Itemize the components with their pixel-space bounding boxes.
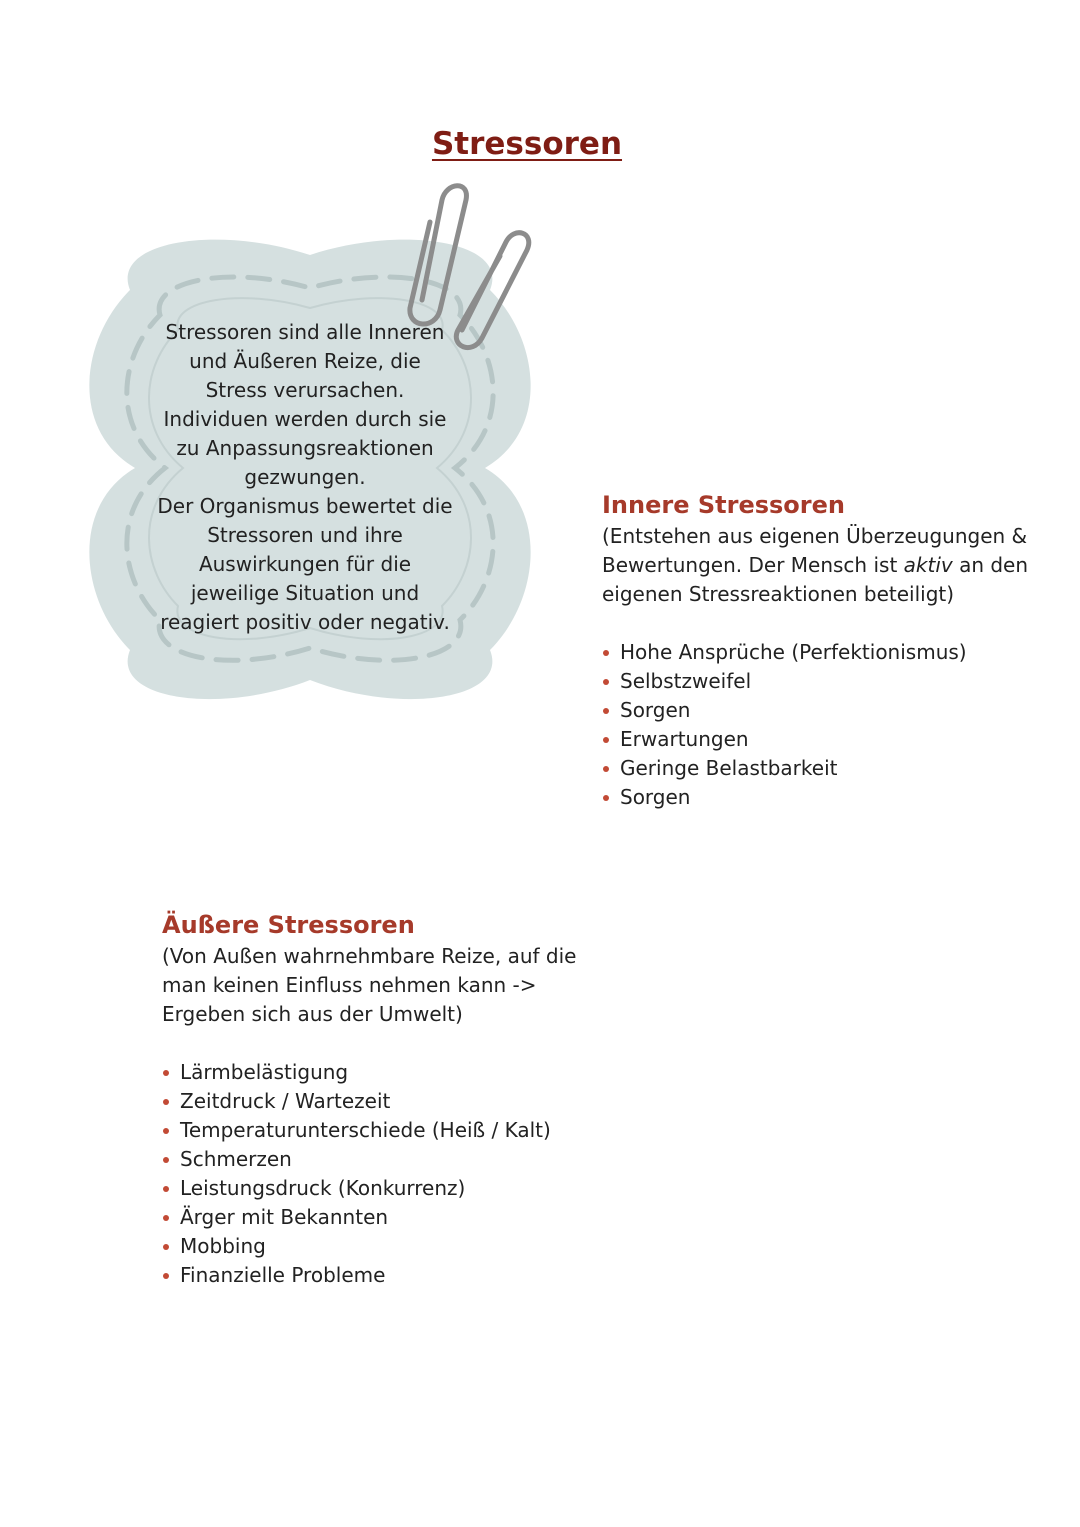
bullet-icon	[163, 1244, 169, 1250]
list-item: Zeitdruck / Wartezeit	[162, 1087, 582, 1116]
bullet-icon	[163, 1186, 169, 1192]
note-line: Stress verursachen.	[205, 378, 405, 402]
bullet-icon	[163, 1070, 169, 1076]
bullet-icon	[163, 1157, 169, 1163]
note-line: zu Anpassungsreaktionen	[176, 436, 434, 460]
note-line: Stressoren sind alle Inneren	[165, 320, 445, 344]
note-text	[150, 318, 460, 637]
list-item: Leistungsdruck (Konkurrenz)	[162, 1174, 582, 1203]
list-item: Temperaturunterschiede (Heiß / Kalt)	[162, 1116, 582, 1145]
bullet-icon	[603, 766, 609, 772]
note-line: und Äußeren Reize, die	[189, 349, 421, 373]
note-line: Auswirkungen für die	[198, 552, 412, 576]
inner-stressors-list	[602, 638, 1042, 812]
list-item: Sorgen	[602, 696, 1042, 725]
note-line: Der Organismus bewertet die	[157, 494, 453, 518]
inner-stressors-description: (Entstehen aus eigenen Überzeugungen & Bewertungen. Der Mensch ist aktiv an den eigenen Stressreaktionen beteiligt)	[602, 524, 1029, 606]
list-item: Ärger mit Bekannten	[162, 1203, 582, 1232]
bullet-icon	[603, 650, 609, 656]
list-item: Schmerzen	[162, 1145, 582, 1174]
inner-stressors-section	[602, 490, 1042, 812]
page-title: Stressoren	[431, 126, 623, 162]
list-item: Finanzielle Probleme	[162, 1261, 582, 1290]
bullet-icon	[163, 1099, 169, 1105]
bullet-icon	[603, 737, 609, 743]
bullet-icon	[163, 1128, 169, 1134]
outer-stressors-section	[162, 910, 582, 1290]
note-line: Stressoren und ihre	[207, 523, 403, 547]
note-line: Individuen werden durch sie	[163, 407, 447, 431]
list-item: Erwartungen	[602, 725, 1042, 754]
bullet-icon	[603, 795, 609, 801]
bullet-icon	[163, 1215, 169, 1221]
bullet-icon	[603, 679, 609, 685]
bullet-icon	[163, 1273, 169, 1279]
list-item: Geringe Belastbarkeit	[602, 754, 1042, 783]
note-line: gezwungen.	[244, 465, 366, 489]
inner-stressors-heading: Innere Stressoren	[602, 491, 845, 519]
note-line: reagiert positiv oder negativ.	[160, 610, 450, 634]
outer-stressors-heading: Äußere Stressoren	[162, 911, 415, 939]
list-item: Lärmbelästigung	[162, 1058, 582, 1087]
bullet-icon	[603, 708, 609, 714]
emphasis-aktiv: aktiv	[903, 553, 953, 577]
list-item: Hohe Ansprüche (Perfektionismus)	[602, 638, 1042, 667]
outer-stressors-list	[162, 1058, 582, 1290]
outer-stressors-description: (Von Außen wahrnehmbare Reize, auf die man keinen Einfluss nehmen kann -> Ergeben sich aus der Umwelt)	[162, 944, 577, 1026]
list-item: Mobbing	[162, 1232, 582, 1261]
note-line: jeweilige Situation und	[190, 581, 420, 605]
list-item: Sorgen	[602, 783, 1042, 812]
list-item: Selbstzweifel	[602, 667, 1042, 696]
